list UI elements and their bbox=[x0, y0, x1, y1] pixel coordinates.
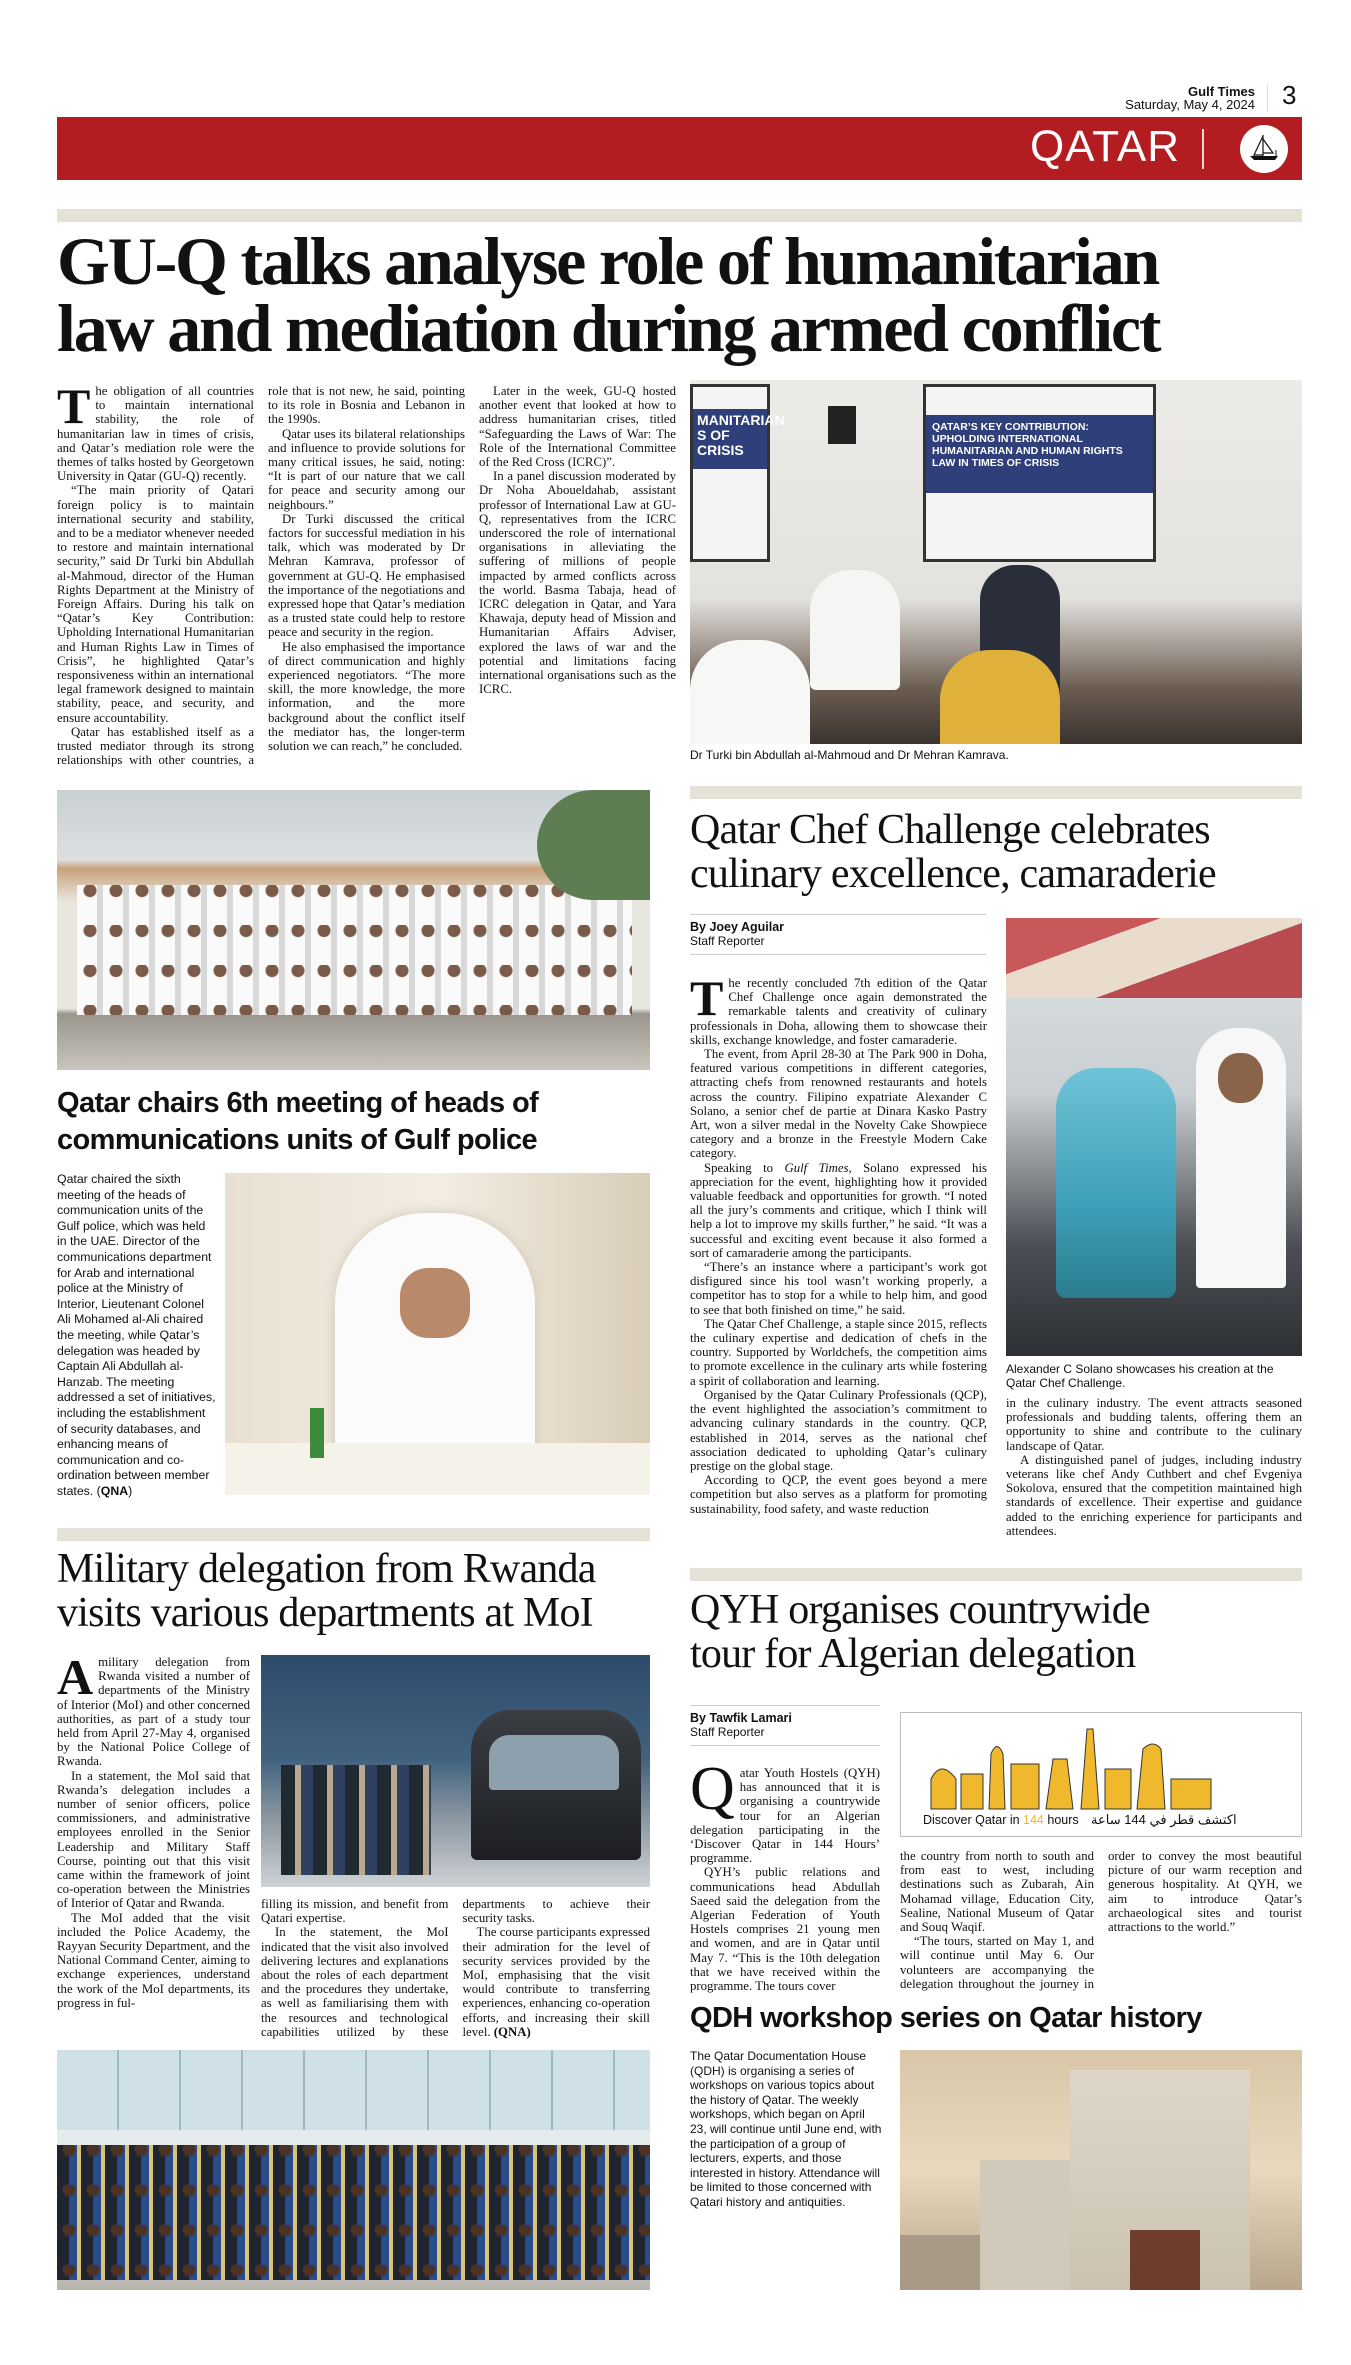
author-name: By Tawfik Lamari bbox=[690, 1711, 792, 1725]
qyh-article-continued bbox=[900, 1849, 1302, 1994]
lead-photo-caption: Dr Turki bin Abdullah al-Mahmoud and Dr Mehran Kamrava. bbox=[690, 748, 1009, 762]
face bbox=[1218, 1053, 1263, 1103]
building-facade bbox=[57, 2050, 650, 2130]
skyline-icon bbox=[921, 1719, 1221, 1811]
paragraph: A military delegation from Rwanda visited a number of departments of the Ministry of Interior (MoI) and other concerned authorities, as part of a study tour held from April 27-May 4, organised by the National Police College of Rwanda. bbox=[57, 1649, 250, 1769]
rwanda-article-continued bbox=[261, 1897, 650, 2042]
qdh-building-photo bbox=[900, 2050, 1302, 2290]
meeting-photo bbox=[225, 1173, 650, 1495]
audience-figure bbox=[690, 640, 810, 744]
camera bbox=[828, 406, 856, 444]
qyh-headline-line2: tour for Algerian delegation bbox=[690, 1631, 1136, 1677]
lead-article-body bbox=[57, 378, 676, 768]
drop-cap: Q bbox=[690, 1755, 735, 1823]
police-article-body: Qatar chaired the sixth meeting of the heads of communication units of the Gulf police, which was held in the UAE. Director of the communications department for Arab and international police at the Ministry of Interior, Lieutenant Colonel Ali Mohamed al-Ali chaired the meeting, while Qatar’s delegation was headed by Captain Ali Abdullah al-Hanzab. The meeting addressed a set of initiatives, including the establishment of security databases, and enhancing means of communication and co-ordination between member states. (QNA) bbox=[57, 1172, 216, 1498]
rwanda-article-body bbox=[57, 1649, 250, 2010]
paragraph: The MoI added that the visit included the Police Academy, the Rayyan Security Department, and the National Command Center, aiming to exchange experiences, understand the work of the MoI departments, its progress in ful- bbox=[57, 1910, 250, 2010]
section-rule bbox=[690, 786, 1302, 799]
author-role: Staff Reporter bbox=[690, 934, 765, 948]
author-name: By Joey Aguilar bbox=[690, 920, 785, 934]
qdh-headline: QDH workshop series on Qatar history bbox=[690, 2002, 1202, 2034]
issue-date: Saturday, May 4, 2024 bbox=[1125, 97, 1255, 112]
paragraph: Speaking to Gulf Times, Solano expressed his appreciation for the event, highlighting how it provided valuable feedback and opportunities for growth. “I noted all the jury’s comments and critique, which I think will help a lot to improve my skills further,” he said. “It was a successful and exciting event because it also formed a sort of camaraderie among the participants. bbox=[690, 1160, 987, 1260]
source-credit: QNA bbox=[100, 1483, 129, 1498]
section-rule bbox=[57, 1528, 650, 1541]
paragraph: Later in the week, GU-Q hosted another event that looked at how to address humanitarian crises, titled “Safeguarding the Laws of War: The Role of the International Committee of the Red Cross (ICRC)”. bbox=[479, 384, 676, 470]
slide-screen-main: QATAR’S KEY CONTRIBUTION: UPHOLDING INTERNATIONAL HUMANITARIAN AND HUMAN RIGHTS LAW IN TIMES OF CRISIS bbox=[923, 384, 1156, 562]
chef-photo bbox=[1006, 918, 1302, 1356]
slide-screen-left: MANITARIAN S OF CRISIS bbox=[690, 384, 770, 562]
paragraph: Organised by the Qatar Culinary Professionals (QCP), the event highlighted the association’s commitment to advancing culinary standards in the country. QCP, established in 2014, serves as the national chef association dedicated to upholding Qatar’s culinary prestige on the global stage. bbox=[690, 1387, 987, 1473]
section-title: QATAR bbox=[1029, 122, 1180, 171]
section-rule bbox=[57, 209, 1302, 222]
qyh-article-body bbox=[690, 1755, 880, 1994]
drop-cap: A bbox=[57, 1649, 94, 1705]
audience-figure bbox=[940, 650, 1060, 744]
bottle bbox=[310, 1408, 324, 1458]
officers-group bbox=[281, 1765, 431, 1875]
police-headline-line2: communications units of Gulf police bbox=[57, 1124, 538, 1156]
graphic-caption-arabic: اكتشف قطر في 144 ساعة bbox=[1091, 1812, 1237, 1827]
qyh-headline-line1: QYH organises countrywide bbox=[690, 1587, 1150, 1633]
paragraph: The obligation of all countries to maintain international stability, the role of humanitarian law in times of crisis, and Qatar’s mediation role were the themes of talks hosted by Georgetown University in Qatar (GU-Q) recently. bbox=[57, 378, 254, 484]
paragraph: The Qatar Chef Challenge, a staple since 2015, reflects the culinary expertise and dedication of chefs in the country. Supported by Worldchefs, the competition aims to promote excellence in the culinary arts while fostering a spirit of collaboration and learning. bbox=[690, 1316, 987, 1388]
qyh-byline bbox=[690, 1705, 880, 1746]
entrance bbox=[1130, 2230, 1200, 2290]
panel-discussion-photo bbox=[690, 380, 1302, 744]
paragraph: A distinguished panel of judges, including industry veterans like chef Andy Cuthbert and chef Evgeniya Sokolova, ensured that the competition maintained high standards of excellence. Their expertise and guidance added to the enriching experience for participants and attendees. bbox=[1006, 1452, 1302, 1538]
paragraph: the country from north to south and from east to west, including destinations such as Zubarah, Ain Mohamad village, Education City, Sealine, National Museum of Qatar and Souq Waqif. bbox=[900, 1849, 1094, 1935]
rwanda-headline-line2: visits various departments at MoI bbox=[57, 1590, 593, 1636]
qdh-article-body: The Qatar Documentation House (QDH) is organising a series of workshops on various topics about the history of Qatar. The weekly workshops, which began on April 23, will continue until June end, with the participation of a group of lecturers, experts, and those interested in history. Attendance will be limited to those concerned with Qatari history and antiquities. bbox=[690, 2049, 882, 2209]
paragraph: “The main priority of Qatari foreign policy is to maintain international security and stability, and to be a mediator whenever needed to restore and maintain international security,” said Dr Turki bin Abdullah al-Mahmoud, director of the Human Rights Department at the Ministry of Foreign Affairs. During his talk on “Qatar’s Key Contribution: Upholding International Humanitarian and Human Rights Law in Times of Crisis”, he highlighted Qatar’s responsiveness within an international legal framework designed to maintain stability, peace, and security, and ensure accountability. bbox=[57, 483, 254, 725]
delegates-row bbox=[77, 885, 632, 1015]
paragraph: QYH’s public relations and communications head Abdullah Saeed said the delegation from the Algerian Federation of Youth Hostels comprises 21 young men and women, and are in Qatar until May 7. “This is the 10th delegation that we have received within the programme. The tours cover bbox=[690, 1865, 880, 1994]
graphic-caption: Discover Qatar in 144 hours bbox=[923, 1813, 1079, 1827]
paragraph: “There’s an instance where a participant’s work got disfigured since his tool wasn’t working properly, a competitor has to stop for a while to help him, and good to see that both finished on time,” he said. bbox=[690, 1260, 987, 1317]
street bbox=[900, 2235, 980, 2290]
source-credit: (QNA) bbox=[493, 2024, 531, 2039]
delegation-group-photo bbox=[57, 2050, 650, 2290]
drop-cap: T bbox=[690, 970, 724, 1026]
rwanda-headline-line1: Military delegation from Rwanda bbox=[57, 1546, 596, 1592]
section-banner bbox=[57, 117, 1302, 180]
paragraph: Qatar has established itself as a trusted mediator through its strong relationships with other countries, a role that is not new, he said, pointing to its role in Bosnia and Lebanon in the 1990s. bbox=[57, 384, 465, 768]
paragraph: In a statement, the MoI said that Rwanda’s delegation includes a number of senior officers, police commissioners, and administrative employees enrolled in the Senior Leadership and Military Staff Course, pointing out that this visit came within the framework of joint co-operation between the Ministries of Interior of Qatar and Rwanda. bbox=[57, 1768, 250, 1911]
paragraph: According to QCP, the event goes beyond a mere competition but also serves as a platform for promoting sustainability, food safety, and waste reduction bbox=[690, 1473, 987, 1516]
tree bbox=[537, 790, 650, 900]
lead-headline-line1: GU-Q talks analyse role of humanitarian bbox=[57, 223, 1159, 299]
masthead-divider bbox=[1267, 84, 1268, 112]
paragraph: “The tours, started on May 1, and will continue until May 6. Our volunteers are accompanying the delegation throughout the journey in order to convey the most beautiful picture of our warm reception and generous hospitality. At QYH, we aim to introduce Qatar’s archaeological sites and tourist attractions to the world.” bbox=[900, 1849, 1302, 1991]
page-number: 3 bbox=[1282, 80, 1297, 110]
paragraph: Dr Turki discussed the critical factors for successful mediation in his talk, which was moderated by Dr Mehran Kamrava, professor of government at GU-Q. He emphasised the importance of the negotiations and expressed hope that Qatar’s mediation as a trusted state could help to restore peace and security in the region. bbox=[268, 511, 465, 640]
paragraph: In a panel discussion moderated by Dr Noha Aboueldahab, assistant professor of International Law at GU-Q, representatives from the ICRC underscored the role of international organisations in alleviating the suffering of millions of people impacted by armed conflicts across the world. Basma Tabaja, head of ICRC delegation in Qatar, and Yara Khawaja, deputy head of Mission and Humanitarian Affairs Adviser, explored the laws of war and the potential and limitations facing international organisations such as the ICRC. bbox=[479, 469, 676, 697]
group-photo-police bbox=[57, 790, 650, 1070]
building-annex bbox=[980, 2160, 1070, 2290]
drop-cap: T bbox=[57, 378, 91, 434]
cake-showpiece bbox=[1056, 1068, 1176, 1298]
dhow-logo-icon bbox=[1240, 125, 1288, 173]
chef-article-continued bbox=[1006, 1396, 1302, 1538]
paragraph: In the statement, the MoI indicated that the visit also involved delivering lectures and explanations about the roles of each department and the procedures they undertake, as well as familiarising them with the resources and technological capabilities utilized by these departments to achieve their security tasks. bbox=[261, 1897, 650, 2039]
official-figure bbox=[335, 1213, 535, 1473]
paragraph: The event, from April 28-30 at The Park 900 in Doha, featured various competitions in different categories, attracting chefs from renowned restaurants and hotels across the country. Filipino expatriate Alexander C Solano, a senior chef de partie at Dinara Kasko Pastry Art, won a silver medal in the Novelty Cake Showpiece category and a bronze in the Freestyle Modern Cake category. bbox=[690, 1047, 987, 1161]
chef-article-body bbox=[690, 970, 987, 1516]
paragraph: filling its mission, and benefit from Qatari expertise. bbox=[261, 1897, 449, 1926]
lead-headline-line2: law and mediation during armed conflict bbox=[57, 290, 1160, 366]
paragraph: in the culinary industry. The event attracts seasoned professionals and budding talents, offering them an opportunity to shine and contribute to the culinary landscape of Qatar. bbox=[1006, 1396, 1302, 1453]
banner-divider bbox=[1202, 129, 1204, 169]
chef-byline bbox=[690, 914, 986, 955]
paragraph: Qatar Youth Hostels (QYH) has announced that it is organising a countrywide tour for an Algerian delegation participating in the ‘Discover Qatar in 144 Hours’ programme. bbox=[690, 1755, 880, 1866]
newspaper-name: Gulf Times bbox=[1188, 84, 1255, 99]
table bbox=[225, 1443, 650, 1495]
face bbox=[400, 1268, 470, 1338]
section-rule bbox=[690, 1568, 1302, 1581]
tent-canopy bbox=[1006, 918, 1302, 998]
paragraph: The recently concluded 7th edition of the Qatar Chef Challenge once again demonstrated the remarkable talents and creativity of culinary professionals in Doha, allowing them to showcase their skills, exchange knowledge, and foster camaraderie. bbox=[690, 970, 987, 1047]
paragraph: He also emphasised the importance of direct communication and highly experienced negotiators. “The more skill, the more knowledge, the more information, and the more background about the conflict itself the mediator has, the longer-term solution we can reach,” he concluded. bbox=[268, 639, 465, 754]
discover-qatar-graphic bbox=[900, 1712, 1302, 1837]
tram-visit-photo bbox=[261, 1655, 650, 1887]
paragraph: The course participants expressed their admiration for the level of security services provided by the MoI, emphasising that the visit would contribute to transferring experiences, enhancing co-operation efforts, and increasing their skill level. (QNA) bbox=[462, 1925, 650, 2039]
tram-window bbox=[489, 1735, 619, 1790]
author-role: Staff Reporter bbox=[690, 1725, 765, 1739]
speaker-figure bbox=[810, 570, 900, 690]
chef-headline-line2: culinary excellence, camaraderie bbox=[690, 851, 1216, 897]
chef-headline-line1: Qatar Chef Challenge celebrates bbox=[690, 807, 1210, 853]
police-headline-line1: Qatar chairs 6th meeting of heads of bbox=[57, 1087, 539, 1119]
chef-photo-caption: Alexander C Solano showcases his creation at the Qatar Chef Challenge. bbox=[1006, 1362, 1274, 1390]
officers-row bbox=[57, 2145, 650, 2280]
paragraph: Qatar uses its bilateral relationships and influence to provide solutions for many critical issues, he said, noting: “It is part of our nature that we call for peace and security among our neighbours.” bbox=[268, 426, 465, 512]
